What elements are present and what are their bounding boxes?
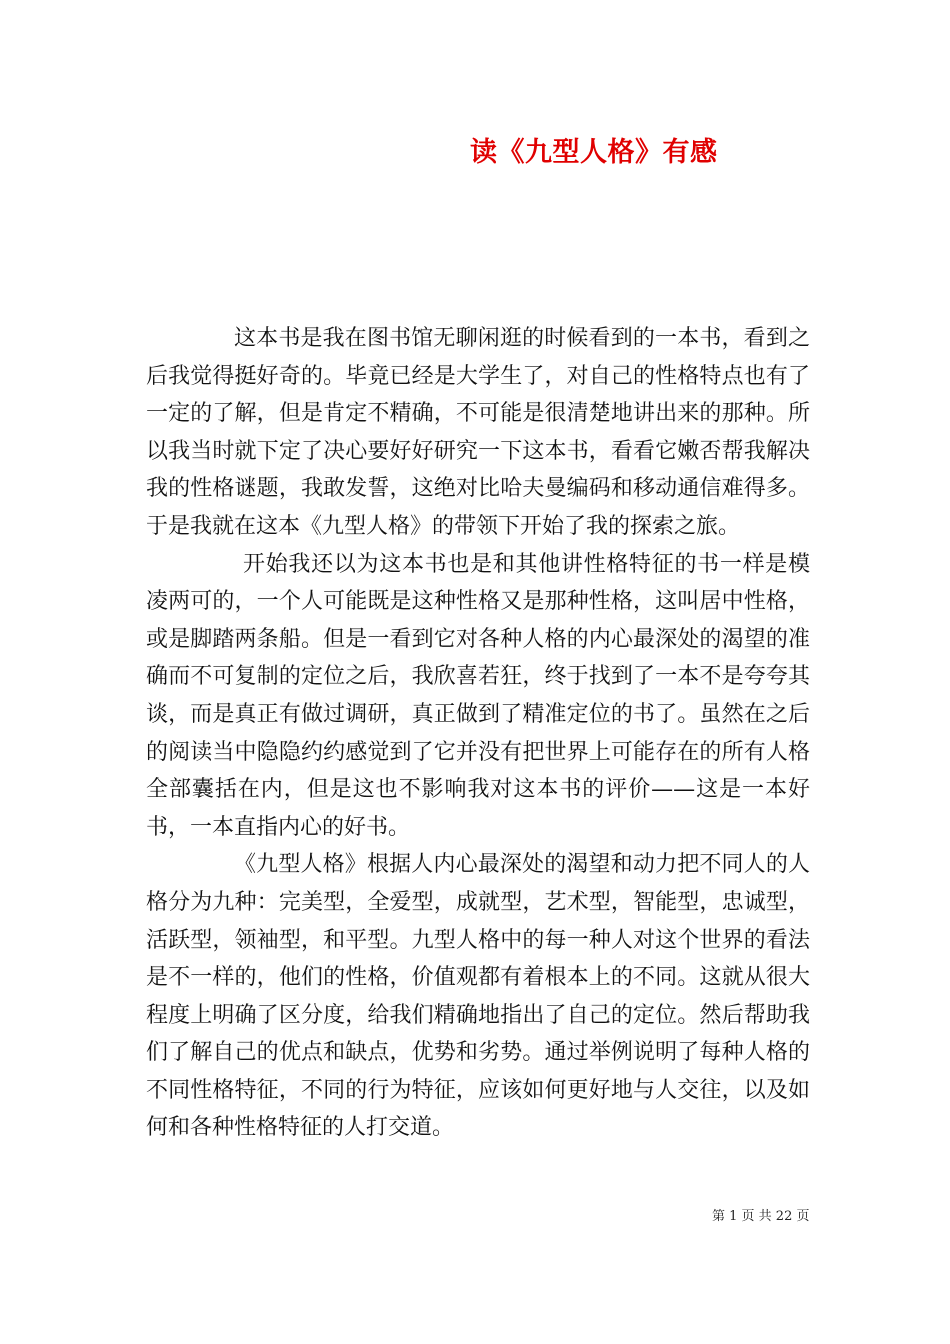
document-title: 读《九型人格》有感 [470,137,718,168]
paragraph-2: 开始我还以为这本书也是和其他讲性格特征的书一样是模凌两可的，一个人可能既是这种性格又是那种性格，这叫居中性格，或是脚踏两条船。但是一看到它对各种人格的内心最深处的渴望的准确而不可复制的定位之后，我欣喜若狂，终于找到了一本不是夸夸其谈，而是真正有做过调研，真正做到了精准定位的书了。虽然在之后的阅读当中隐隐约约感觉到了它并没有把世界上可能存在的所有人格全部囊括在内，但是这也不影响我对这本书的评价——这是一本好书，一本直指内心的好书。 [146,551,810,840]
page-number-footer: 第 1 页 共 22 页 [712,1209,810,1224]
document-body [146,320,810,1147]
paragraph-1: 这本书是我在图书馆无聊闲逛的时候看到的一本书，看到之后我觉得挺好奇的。毕竟已经是大学生了，对自己的性格特点也有了一定的了解，但是肯定不精确，不可能是很清楚地讲出来的那种。所以我当时就下定了决心要好好研究一下这本书，看看它嫩否帮我解决我的性格谜题，我敢发誓，这绝对比哈夫曼编码和移动通信难得多。于是我就在这本《九型人格》的带领下开始了我的探索之旅。 [146,326,810,539]
paragraph-3: 《九型人格》根据人内心最深处的渴望和动力把不同人的人格分为九种：完美型，全爱型，成就型，艺术型，智能型，忠诚型，活跃型，领袖型，和平型。九型人格中的每一种人对这个世界的看法是不一样的，他们的性格，价值观都有着根本上的不同。这就从很大程度上明确了区分度，给我们精确地指出了自己的定位。然后帮助我们了解自己的优点和缺点，优势和劣势。通过举例说明了每种人格的不同性格特征，不同的行为特征，应该如何更好地与人交往，以及如何和各种性格特征的人打交道。 [146,852,810,1141]
